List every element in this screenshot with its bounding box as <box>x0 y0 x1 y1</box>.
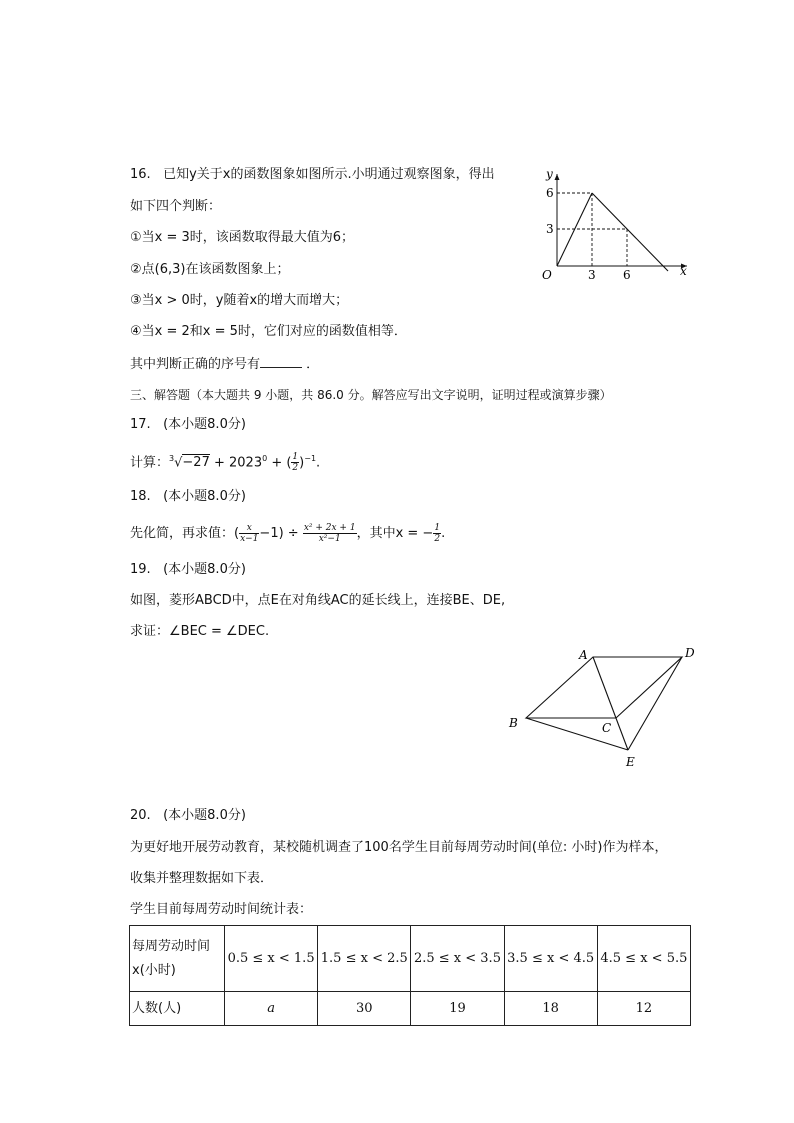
y-tick-3: 3 <box>546 222 554 236</box>
q18-score: (本小题8.0分) <box>163 489 246 504</box>
q18-minus: −1) ÷ <box>259 526 303 541</box>
count-cell: a <box>225 992 318 1026</box>
y-axis-arrow <box>555 174 560 180</box>
radicand: −27 <box>182 455 210 471</box>
q19-rhombus-figure <box>500 640 710 775</box>
header-label-cell <box>130 926 225 992</box>
x-tick-6: 6 <box>623 268 631 282</box>
origin-label: O <box>542 268 552 282</box>
header-label-line-2: x(小时) <box>132 962 176 978</box>
interval-cell: 1.5 ≤ x < 2.5 <box>318 926 411 992</box>
q18-prefix: 先化简，再求值：( <box>130 526 240 541</box>
header-label-line-1: 每周劳动时间 <box>132 938 211 954</box>
q16-number: 16. <box>130 167 151 182</box>
q20-header <box>130 807 246 825</box>
label-d: D <box>685 646 695 660</box>
q18-fraction-2 <box>303 523 357 544</box>
q20-number: 20. <box>130 808 151 823</box>
q17-prefix: 计算： <box>130 455 170 471</box>
q17-number: 17. <box>130 417 151 432</box>
q17-score: (本小题8.0分) <box>163 417 246 432</box>
count-cell: 12 <box>597 992 690 1026</box>
count-cell: 19 <box>411 992 504 1026</box>
q18-f1-num: x <box>239 523 259 534</box>
q17-frac-den: 2 <box>292 463 299 474</box>
interval-cell: 4.5 ≤ x < 5.5 <box>597 926 690 992</box>
q18-middle: ，其中x = − <box>356 526 434 541</box>
q20-score: (本小题8.0分) <box>163 808 246 823</box>
q18-fraction-1 <box>239 523 259 544</box>
q17-term2: + 2023 <box>209 455 263 471</box>
interval-cell: 0.5 ≤ x < 1.5 <box>225 926 318 992</box>
q18-header <box>130 488 246 506</box>
rising-segment <box>557 193 592 266</box>
q20-stem-1: 为更好地开展劳动教育，某校随机调查了100名学生目前每周劳动时间(单位: 小时)作为样本， <box>130 840 668 855</box>
q18-f2-num: x² + 2x + 1 <box>303 523 356 533</box>
count-cell: 18 <box>504 992 597 1026</box>
q17-close: ) <box>299 455 305 471</box>
table-title: 学生目前每周劳动时间统计表： <box>130 902 313 917</box>
q17-exp-zero: 0 <box>262 454 268 463</box>
x-tick-3: 3 <box>588 268 596 282</box>
diagonal-ac-extended <box>593 657 628 750</box>
q19-number: 19. <box>130 562 151 577</box>
label-e: E <box>626 755 635 769</box>
y-tick-6: 6 <box>546 186 554 200</box>
segment-de <box>628 657 682 750</box>
q16-judgment-4: ④当x = 2和x = 5时，它们对应的函数值相等． <box>130 324 407 339</box>
q16-judgment-1: ①当x = 3时，该函数取得最大值为6； <box>130 230 355 245</box>
label-a: A <box>579 648 588 662</box>
q16-ask-prefix: 其中判断正确的序号有 <box>130 357 261 372</box>
row-label-cell: 人数(人) <box>130 992 225 1026</box>
q19-stem: 如图，菱形ABCD中，点E在对角线AC的延长线上，连接BE、DE, <box>130 593 506 608</box>
q18-x-num: 1 <box>434 523 441 533</box>
x-axis-label: x <box>680 264 687 278</box>
q16-stem: 已知y关于x的函数图象如图所示.小明通过观察图象，得出 <box>163 167 495 182</box>
label-b: B <box>509 716 518 730</box>
q16-line1 <box>130 166 495 184</box>
q16-ask-suffix: ． <box>306 357 320 372</box>
q17-header <box>130 416 246 434</box>
q18-x-den: 2 <box>434 534 441 544</box>
root-index: 3 <box>169 454 175 463</box>
q17-frac-num: 1 <box>292 452 299 463</box>
q18-f2-den: x²−1 <box>318 534 341 544</box>
q18-end: . <box>441 526 446 541</box>
interval-cell: 2.5 ≤ x < 3.5 <box>411 926 504 992</box>
segment-be <box>526 718 628 750</box>
answer-blank[interactable] <box>260 355 302 368</box>
table-count-row <box>130 992 691 1026</box>
q17-term3: + ( <box>267 455 292 471</box>
q20-stem-2: 收集并整理数据如下表． <box>130 871 274 886</box>
q17-exp-neg1: −1 <box>304 454 317 463</box>
q16-question <box>130 355 319 374</box>
q19-prove: 求证：∠BEC = ∠DEC. <box>130 624 270 639</box>
q16-function-graph <box>535 162 695 286</box>
labor-time-table <box>129 925 691 1026</box>
q17-expression <box>130 450 320 473</box>
count-cell: 30 <box>318 992 411 1026</box>
radical-sign: √ <box>174 455 183 471</box>
q18-x-fraction <box>433 523 441 544</box>
interval-cell: 3.5 ≤ x < 4.5 <box>504 926 597 992</box>
q16-judgment-2: ②点(6,3)在该函数图象上； <box>130 262 290 277</box>
q17-half-fraction <box>291 452 299 473</box>
q19-header <box>130 561 246 579</box>
q17-end: . <box>316 455 321 471</box>
q18-f1-den: x−1 <box>240 534 259 544</box>
q16-stem-2: 如下四个判断： <box>130 199 222 214</box>
label-c: C <box>602 721 612 735</box>
table-header-row <box>130 926 691 992</box>
section-heading: 三、解答题（本大题共 9 小题，共 86.0 分。解答应写出文字说明，证明过程或演算步骤） <box>130 388 612 402</box>
q19-score: (本小题8.0分) <box>163 562 246 577</box>
q18-number: 18. <box>130 489 151 504</box>
q18-expression <box>130 523 445 544</box>
q16-judgment-3: ③当x > 0时，y随着x的增大而增大； <box>130 293 349 308</box>
falling-segment <box>592 193 668 271</box>
y-axis-label: y <box>546 167 553 181</box>
